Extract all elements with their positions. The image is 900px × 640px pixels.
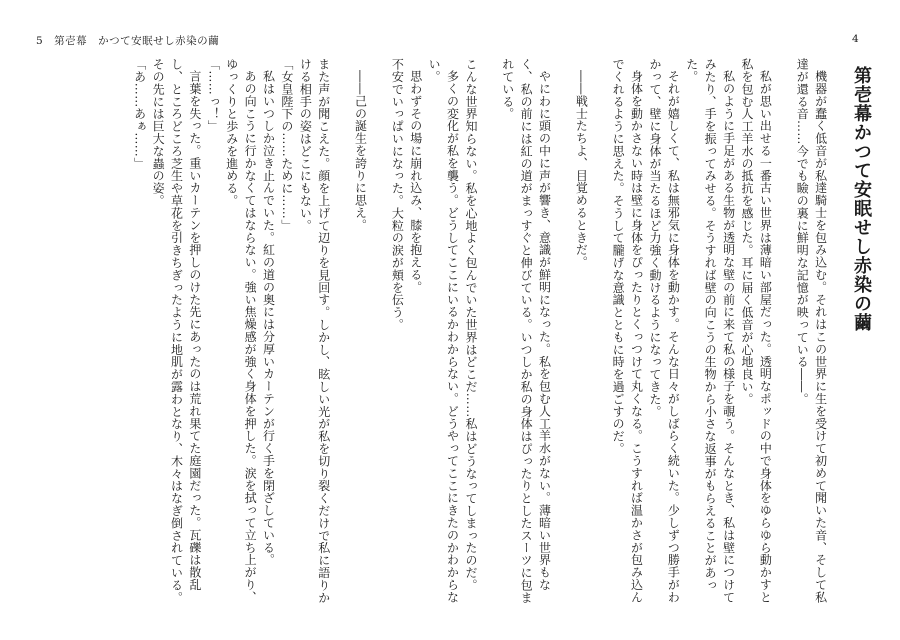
paragraph: 言葉を失った。重いカーテンを押しのけた先にあったのは荒れ果てた庭園だった。瓦礫は散乱し、ところどころ芝生や草花を引きちぎったように地肌が露わとなり、木々はなぎ倒されている。その先には巨大な蟲の姿。: [151, 58, 202, 604]
paragraph: こんな世界知らない。私を心地よく包んでいた世界はどこだ……私はどうなってしまったのだ。: [463, 58, 478, 592]
blank-line: [554, 58, 572, 614]
page-number: 4: [852, 33, 859, 45]
chapter-name: かつて安眠せし赤染の繭: [851, 123, 872, 332]
paragraph: 「……っ！」: [206, 58, 221, 133]
blank-line: [774, 58, 792, 614]
paragraph: また声が聞こえた。顔を上げて辺りを見回す。しかし、眩しい光が私を切り裂くだけで私に語りかける相手の姿はどこにもない。: [298, 58, 331, 604]
chapter-title: [852, 66, 870, 614]
paragraph: ――戦士たちよ、目覚めるときだ。: [574, 70, 589, 269]
paragraph: 「女皇陛下の……ために……」: [279, 58, 294, 232]
paragraph: 不安でいっぱいになった。大粒の涙が頬を伝う。: [390, 58, 405, 331]
paragraph: 多くの変化が私を襲う。どうしてここにいるかわからない。どうやってここにきたのかわからない。: [427, 58, 460, 604]
blank-line: [333, 58, 351, 614]
paragraph: あの向こうに行かなくてはならない。強い焦燥感が強く身体を押した。涙を拭って立ち上がり、ゆっくりと歩みを進める。: [224, 58, 258, 604]
blank-line: [590, 58, 608, 614]
paragraph: 私はいつしか泣き止んでいた。紅の道の奥には分厚いカーテンが行く手を閉ざしている。: [261, 70, 276, 566]
paragraph: ――己の誕生を誇りに思え。: [353, 70, 368, 232]
paragraph: 機器が蠢く低音が私達騎士を包み込む。それはこの世界に生を受けて初めて聞いた音、そして私達が還る音……今でも瞼の裏に鮮明な記憶が映っている――。: [795, 58, 828, 604]
running-head: 5 第壱幕 かつて安眠せし赤染の繭: [36, 35, 220, 47]
paragraph: 身体を動かさない時は壁に身体をぴったりとくっつけて丸くなる。こうすれば温かさが包み込んでくれるように思えた。そうして朧げな意識とともに時を過ごすのだ。: [611, 58, 644, 604]
paragraph: 私が思い出せる一番古い世界は薄暗い部屋だった。透明なポッドの中で身体をゆらゆら動かすと私を包む人工羊水の抵抗を感じた。耳に届く低音が心地良い。: [739, 58, 773, 604]
blank-line: [480, 58, 498, 614]
chapter-act: 第壱幕: [851, 66, 872, 123]
vertical-text-body: [130, 58, 870, 614]
paragraph: それが嬉しくて、私は無邪気に身体を動かす。そんな日々がしばらく続いた。少しずつ勝手がわかって、壁に身体が当たるほど力強く動けるようになってきた。: [647, 58, 681, 604]
paragraph: 「あ……あぁ……」: [132, 58, 147, 170]
paragraph: やにわに頭の中に声が響き、意識が鮮明になった。私を包む人工羊水がない。薄暗い世界もなく、私の前には紅の道がまっすぐと伸びている。いつしか私の身体はぴったりとしたスーツに包まれている。: [500, 58, 552, 604]
paragraph: 思わずその場に崩れ込み、膝を抱える。: [408, 70, 423, 294]
blank-line: [370, 58, 388, 614]
paragraph: 私のように手足がある生物が透明な壁の前に来て私の様子を覗う。そんなとき、私は壁につけてみたり、手を振ってみせる。そうすれば壁の向こうの生物から小さな返事がもらえることがあった。: [684, 58, 736, 604]
